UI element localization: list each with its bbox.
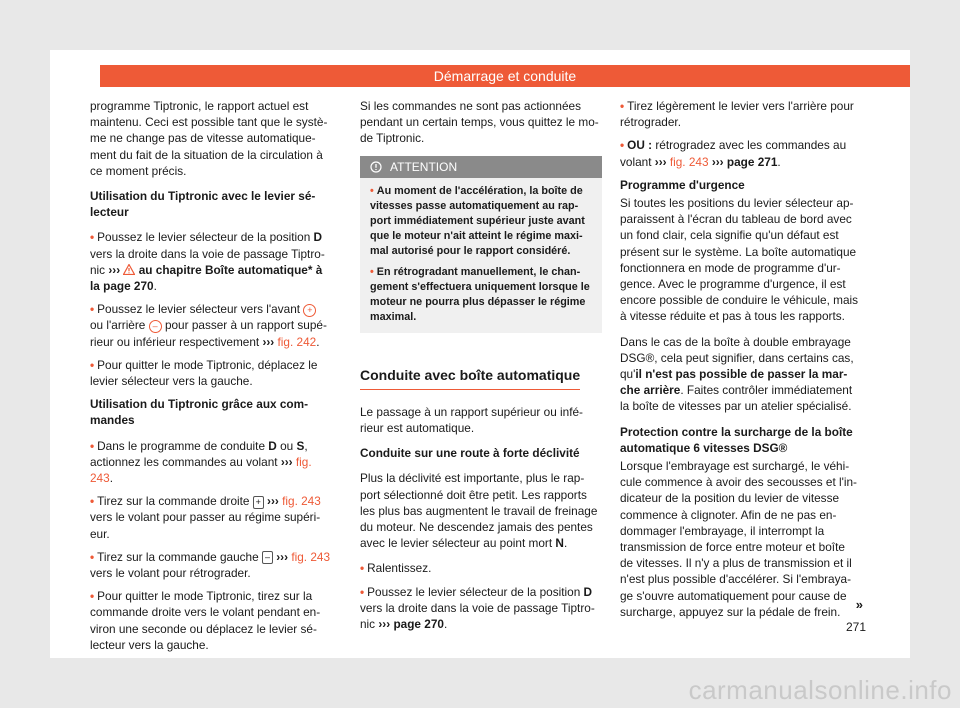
bullet-icon: • [90, 230, 95, 245]
page-link[interactable]: page 270 [393, 617, 444, 632]
section-title: Conduite avec boîte automatique [360, 367, 580, 390]
bullet-item: • Poussez le levier sélecteur vers l'avant + ou l'arrière – pour passer à un rapport supé-rieur ou inférieur respectivement ››› fig. 242. [90, 302, 327, 349]
bullet-icon: • [360, 561, 365, 576]
bullet-item: • OU : rétrogradez avec les commandes au volant ››› fig. 243 ››› page 271. [620, 138, 847, 169]
bullet-item: • Tirez légèrement le levier vers l'arrière pour rétrograder. [620, 99, 854, 130]
subheading: Utilisation du Tiptronic avec le levier sé-lecteur [90, 189, 316, 220]
paragraph: programme Tiptronic, le rapport actuel est maintenu. Ceci est possible tant que le systè-me ne change pas de vitesse automatique-ment du fait de la situation de la circulation à ce moment précis. [90, 99, 328, 178]
warning-triangle-icon [123, 264, 135, 275]
subheading: Protection contre la surcharge de la boîte automatique 6 vitesses DSG® [620, 424, 853, 455]
paddle-minus-icon: – [262, 551, 273, 564]
manual-page [50, 50, 910, 658]
plus-icon: + [303, 304, 316, 317]
chapter-link[interactable]: au chapitre Boîte automatique* à la page 270 [90, 262, 323, 294]
bullet-item: • Poussez le levier sélecteur de la position D vers la droite dans la voie de passage Tiptro-nic ››› page 270. [360, 584, 595, 632]
bullet-item: • Tirez sur la commande droite + ››› fig. 243 vers le volant pour passer au régime supéri-eur. [90, 494, 321, 541]
bullet-icon: • [620, 138, 625, 153]
minus-icon: – [149, 320, 162, 333]
paragraph: Dans le cas de la boîte à double embrayage DSG®, cela peut signifier, dans certains cas, qu'il n'est pas possible de passer la mar-che arrière. Faites contrôler immédiatement la boîte de vitesses par un atelier spécialisé. [620, 334, 854, 414]
bullet-icon: • [90, 357, 95, 372]
page-link[interactable]: page 271 [726, 154, 778, 169]
bullet-item: • Pour quitter le mode Tiptronic, tirez sur la commande droite vers le volant pendant en-viron une seconde ou déplacez le levier sé-lecteur vers la gauche. [90, 589, 321, 652]
bullet-icon: • [370, 184, 374, 197]
subheading: Utilisation du Tiptronic grâce aux com-mandes [90, 397, 309, 428]
column-3 [620, 98, 860, 629]
subheading: Conduite sur une route à forte déclivité [360, 446, 580, 461]
bullet-item: • Ralentissez. [360, 561, 432, 576]
warning-item: • En rétrogradant manuellement, le chan-gement s'effectuera uniquement lorsque le moteur ne pourra plus dépasser le régime maximal. [370, 265, 590, 323]
column-1 [90, 98, 332, 660]
bullet-item: • Dans le programme de conduite D ou S, actionnez les commandes au volant ››› fig. 243. [90, 438, 312, 486]
warning-box [360, 156, 602, 333]
warning-icon [370, 161, 382, 173]
section-header: Démarrage et conduite [100, 65, 910, 87]
bullet-icon: • [620, 99, 625, 113]
figure-link[interactable]: fig. 242 [277, 334, 317, 349]
paragraph: Le passage à un rapport supérieur ou infé-rieur est automatique. [360, 404, 583, 436]
bullet-icon: • [90, 438, 95, 453]
bullet-item: • Pour quitter le mode Tiptronic, déplacez le levier sélecteur vers la gauche. [90, 357, 318, 389]
paragraph: Si les commandes ne sont pas actionnées pendant un certain temps, vous quittez le mo-de Tiptronic. [360, 99, 599, 146]
figure-link[interactable]: fig. 243 [291, 549, 331, 564]
figure-link[interactable]: fig. 243 [669, 154, 709, 169]
warning-title: ATTENTION [390, 159, 458, 174]
bullet-item: • Poussez le levier sélecteur de la position D vers la droite dans la voie de passage Tiptro-nic ››› au chapitre Boîte automatique* à la page 270. [90, 230, 325, 294]
figure-link[interactable]: fig. 243 [90, 454, 312, 486]
paddle-plus-icon: + [253, 496, 264, 509]
bullet-icon: • [90, 549, 95, 564]
bullet-item: • Tirez sur la commande gauche – ››› fig. 243 vers le volant pour rétrograder. [90, 549, 331, 581]
bullet-icon: • [370, 265, 374, 278]
warning-item: • Au moment de l'accélération, la boîte de vitesses passe automatiquement au rap-port immédiatement supérieur juste avant que le moteur n'ait atteint le régime maxi-mal autorisé pour le rapport considéré. [370, 184, 585, 257]
bullet-icon: • [90, 589, 95, 604]
continue-marker: » [855, 597, 863, 612]
watermark: carmanualsonline.info [688, 675, 952, 705]
subheading: Programme d'urgence [620, 177, 745, 192]
page-number: 271 [845, 620, 866, 634]
bullet-icon: • [90, 302, 95, 317]
paragraph: Si toutes les positions du levier sélecteur ap-paraissent à l'écran du tableau de bord avec un fond clair, cela signifie qu'un défaut est présent sur le système. La boîte automatique fonctionnera en mode de programme d'ur-gence. Avec le programme d'urgence, il est encore possible de conduire le véhicule, mais à vitesse réduite et pas à tous les rapports. [620, 196, 859, 324]
column-2 [360, 98, 602, 639]
paragraph: Lorsque l'embrayage est surchargé, le véhi-cule commence à avoir des secousses et l'in-dicateur de la position du levier de vitesse commence à clignoter. Afin de ne pas en-dommager l'embrayage, il interrompt la transmission de force entre moteur et boîte de vitesses. Il n'y a plus de transmission et il n'est plus possible d'accélérer. Si l'embraya-ge s'ouvre automatiquement pour cause de surcharge, appuyez sur la pédale de frein. [620, 459, 857, 619]
warning-header [360, 156, 602, 178]
paragraph: Plus la déclivité est importante, plus le rap-port sélectionné doit être petit. Les rapports les plus bas augmentent le travail de freinage du moteur. Ne descendez jamais des pentes avec le levier sélecteur au point mort N. [360, 471, 598, 551]
bullet-icon: • [90, 494, 95, 509]
figure-link[interactable]: fig. 243 [282, 494, 321, 509]
bullet-icon: • [360, 584, 365, 599]
